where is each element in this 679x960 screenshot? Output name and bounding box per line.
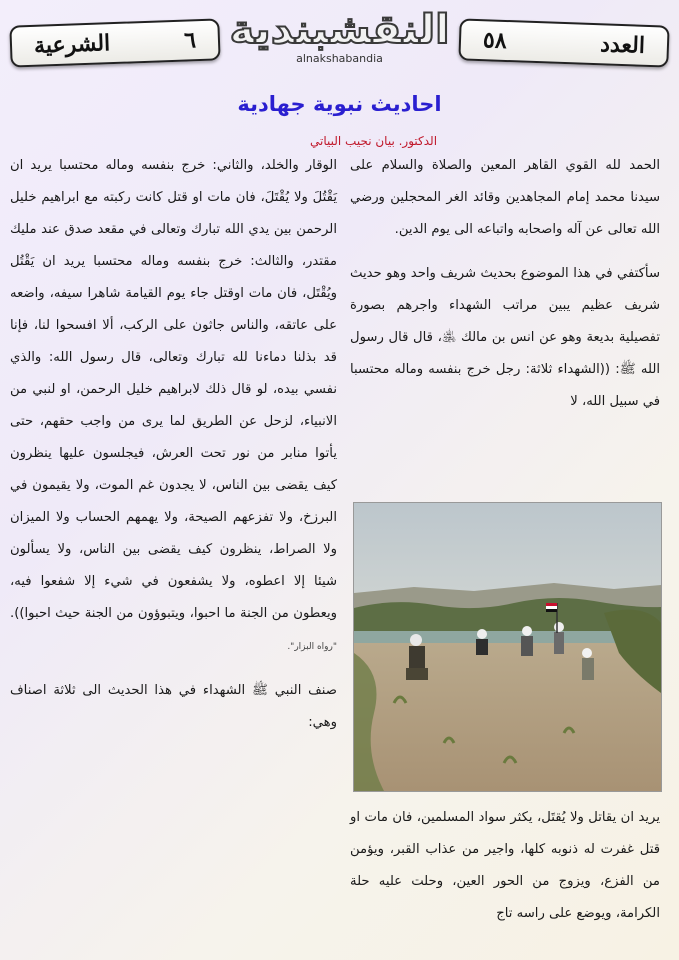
right-column xyxy=(350,150,660,418)
hadith-text: الوقار والخلد، والثاني: خرج بنفسه وماله محتسبا يريد ان يَقْتُلَ ولا يُقْتَلَ، فان مات او قتل كانت ركبته مع ابراهيم خليل الرحمن بين يدي الله تبارك وتعالى في مقعد صدق عند مليك مقتدر، والثالث: خرج بنفسه وماله محتسبا يريد ان يَقْتُل ويُقْتَل، فان مات اوقتل جاء يوم القيامة شاهرا سيفه، واضعه على عاتقه، والناس جاثون على الركب، ألا افسحوا لنا، فإنا قد بذلنا دماءنا لله تبارك وتعالى، قال رسول الله: والذي نفسي بيده، لو قال ذلك لابراهيم خليل الرحمن، او لنبي من الانبياء، لزحل عن الطريق لما يرى من واجب حقهم، حتى يأتوا منابر من نور تحت العرش، فيجلسون عليها ينظرون كيف يقضى بين الناس، لا يجدون غم الموت، ولا يقيمون في البرزخ، ولا تفزعهم الصيحة، ولا يهمهم الحساب ولا الميزان ولا الصراط، ينظرون كيف يقضى بين الناس، ولا يسألون شيئا إلا اعطوه، ولا يشفعون في شيء إلا شفعوا فيه، ويعطون من الجنة ما احبوا، ويتبوؤون من الجنة حيث احبوا)). xyxy=(10,158,337,621)
issue-label: العدد xyxy=(599,31,646,59)
figure-2 xyxy=(476,629,488,655)
hadith-main-paragraph xyxy=(10,150,337,663)
section-name: الشرعية xyxy=(33,30,111,59)
issue-banner xyxy=(458,18,669,67)
classification-paragraph: صنف النبي ﷺ الشهداء في هذا الحديث الى ثلاثة اصناف وهي: xyxy=(10,683,337,730)
hadith-continued-paragraph: يريد ان يقاتل ولا يُقتَل، يكثر سواد المسلمين، فان مات او قتل غفرت له ذنوبه كلها، واجير من عذاب القبر، ويؤمن من الفزع، ويزوج من الحور العين، وحلت عليه حلة الكرامة، ويوضع على راسه تاج xyxy=(350,810,660,921)
article-photo xyxy=(353,502,662,792)
right-column-continued xyxy=(350,802,660,930)
page-number: ٦ xyxy=(183,27,197,54)
logo-title: النقشبندية xyxy=(229,7,450,53)
fighters-photo-illustration xyxy=(354,503,661,791)
intro-paragraph: الحمد لله القوي القاهر المعين والصلاة والسلام على سيدنا محمد إمام المجاهدين وقائد الغر المحجلين ورضي الله تعالى عن آله واصحابه واتباعه الى يوم الدين. xyxy=(350,158,660,237)
hadith-intro-paragraph: سأكتفي في هذا الموضوع بحديث شريف واحد وهو حديث شريف عظيم يبين مراتب الشهداء واجرهم بصورة تفصيلية بديعة وهو عن انس بن مالك ﵁، قال قال رسول الله ﷺ: ((الشهداء ثلاثة: رجل خرج بنفسه وماله محتسبا في سبيل الله، لا xyxy=(350,266,660,409)
logo-subtitle: alnakshabandia xyxy=(296,52,383,65)
magazine-logo xyxy=(229,6,450,76)
left-column xyxy=(10,150,337,739)
citation: "رواه البزار". xyxy=(287,642,337,652)
section-banner xyxy=(9,18,220,67)
article-title: احاديث نبوية جهادية xyxy=(237,92,442,116)
article-author: الدكتور. بيان نجيب البياتي xyxy=(310,134,438,148)
page-header xyxy=(0,0,679,90)
issue-number: ٥٨ xyxy=(482,27,508,54)
figure-3 xyxy=(521,626,533,656)
